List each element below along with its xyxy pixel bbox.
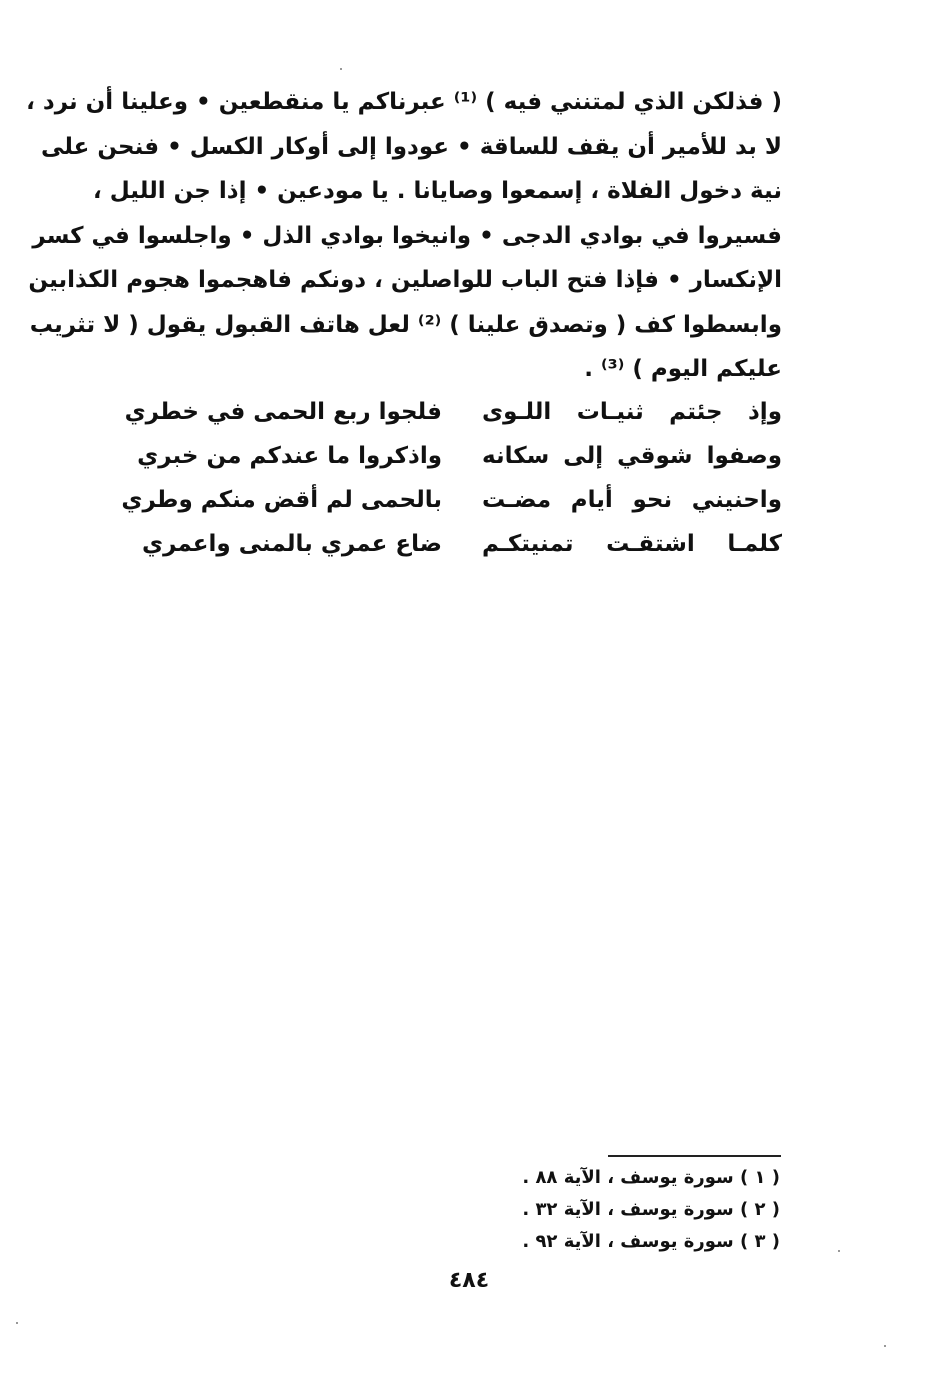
prose-line: عليكم اليوم ) ⁽³⁾ . <box>584 356 782 382</box>
verse-second-hemistich: فلجوا ربع الحمى في خطري <box>124 399 442 425</box>
poem-verse <box>121 478 782 522</box>
verse-first-hemistich: وإذ جئتم ثنيـات اللـوى <box>482 399 782 425</box>
prose-line: لا بد للأمير أن يقف للساقة • عودوا إلى أوكار الكسل • فنحن على <box>40 133 782 160</box>
scan-speck <box>340 68 342 70</box>
footnote: ( ٣ ) سورة يوسف ، الآية ٩٢ . <box>522 1231 780 1252</box>
footnote: ( ٢ ) سورة يوسف ، الآية ٣٢ . <box>522 1199 780 1220</box>
poem-verse <box>142 522 782 566</box>
scan-speck <box>16 1322 18 1324</box>
scan-speck <box>838 1250 840 1252</box>
verse-second-hemistich: بالحمى لم أقض منكم وطري <box>121 487 442 513</box>
prose-line: نية دخول الفلاة ، إسمعوا وصايانا . يا مودعين • إذا جن الليل ، <box>93 178 782 204</box>
prose-line: الإنكسار • فإذا فتح الباب للواصلين ، دونكم فاهجموا هجوم الكذابين <box>28 267 782 293</box>
footnotes <box>480 1150 780 1258</box>
prose-line: وابسطوا كف ( وتصدق علينا ) ⁽²⁾ لعل هاتف القبول يقول ( لا تثريب <box>29 311 782 338</box>
poem-verse <box>137 434 782 478</box>
poem-verse <box>124 390 782 434</box>
verse-first-hemistich: كلمـا اشتقـت تمنيتكـم <box>482 531 782 557</box>
poem <box>121 390 782 566</box>
prose-paragraph <box>26 80 782 392</box>
verse-first-hemistich: واحنيني نحو أيام مضـت <box>482 487 782 513</box>
prose-line: ( فذلكن الذي لمتنني فيه ) ⁽¹⁾ عبرناكم يا منقطعين • وعلينا أن نرد ، <box>26 89 782 115</box>
page-number: ٤٨٤ <box>448 1268 490 1293</box>
prose-line: فسيروا في بوادي الدجى • وانيخوا بوادي الذل • واجلسوا في كسر <box>32 222 782 249</box>
verse-first-hemistich: وصفوا شوقي إلى سكانه <box>482 443 782 469</box>
verse-second-hemistich: ضاع عمري بالمنى واعمري <box>142 531 442 557</box>
scan-speck <box>884 1345 886 1347</box>
verse-second-hemistich: واذكروا ما عندكم من خبري <box>137 443 442 469</box>
footnote: ( ١ ) سورة يوسف ، الآية ٨٨ . <box>522 1167 780 1188</box>
